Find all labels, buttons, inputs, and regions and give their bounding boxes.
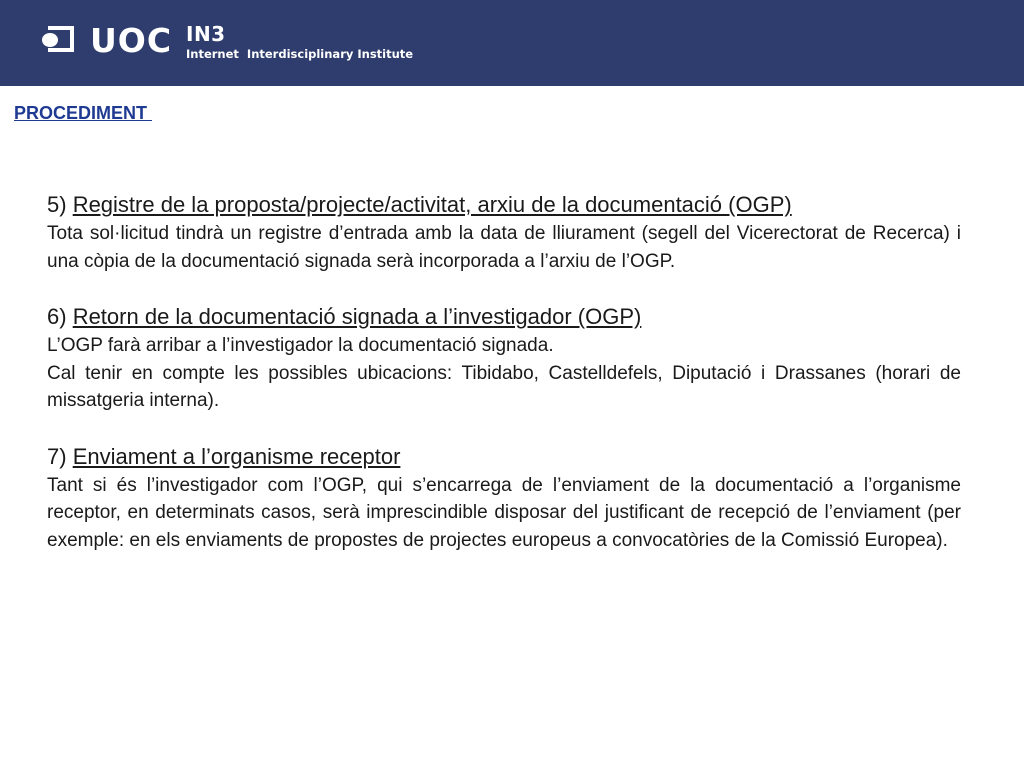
in3-logo-subtitle [186,47,413,61]
in3-logo-subtitle-part-1: Internet [186,47,239,61]
step-heading [47,190,961,220]
step-paragraph: Tota sol·licitud tindrà un registre d’entrada amb la data de lliurament (segell del Vicerectorat de Recerca) i una còpia de la documentació signada serà incorporada a l’arxiu de l’OGP. [47,223,961,272]
uoc-logo [42,21,173,60]
step-paragraph: L’OGP farà arribar a l’investigador la documentació signada. [47,335,554,356]
step-title: Registre de la proposta/projecte/activitat, arxiu de la documentació (OGP) [72,192,792,217]
procedure-step-6 [47,302,961,415]
step-title: Enviament a l’organisme receptor [72,443,401,469]
step-number: 5) [47,192,67,217]
section-title: PROCEDIMENT [14,103,153,123]
step-paragraph: Tant si és l’investigador com l’OGP, qui s’encarrega de l’enviament de la documentació a l’organisme receptor, en determinats casos, serà imprescindible disposar del justificant de recepció de l’enviament (per exemple: en els enviaments de propostes de projectes europeus a convocatòries de la Comissió Europea). [47,474,961,551]
step-paragraph: Cal tenir en compte les possibles ubicacions: Tibidabo, Castelldefels, Diputació i Drassanes (horari de missatgeria interna). [47,362,961,411]
step-heading [47,442,961,472]
uoc-logo-text: UOC [90,21,173,60]
procedure-content [47,190,961,581]
procedure-step-5 [47,190,961,275]
step-number: 7) [47,443,67,469]
header-bar [0,0,1024,86]
procedure-step-7 [47,442,961,555]
uoc-mark-icon [42,26,78,56]
in3-logo-title: IN3 [186,22,226,46]
step-title: Retorn de la documentació signada a l’investigador (OGP) [72,304,642,329]
step-heading [47,302,961,332]
in3-logo-subtitle-part-2: Interdisciplinary Institute [246,47,414,61]
in3-logo [186,24,413,61]
step-number: 6) [47,304,67,329]
